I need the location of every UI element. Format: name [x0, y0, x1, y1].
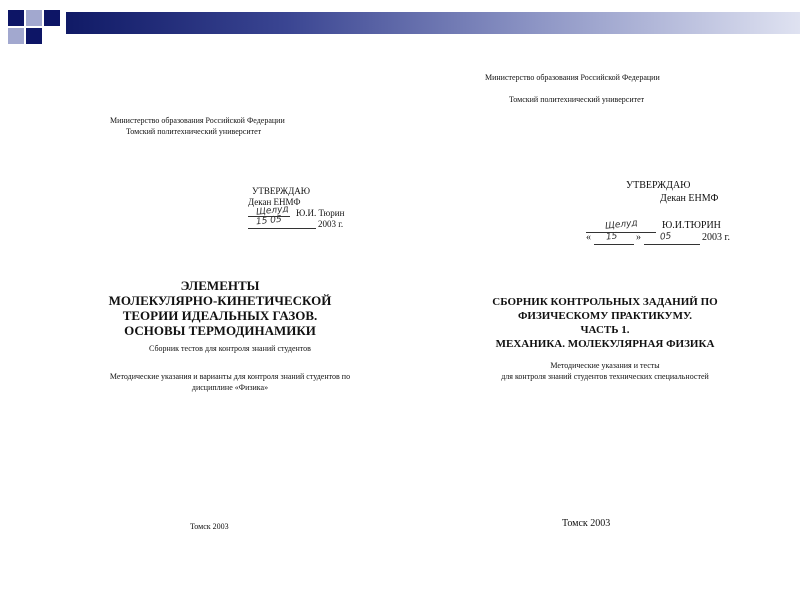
- document-title-line-4: ОСНОВЫ ТЕРМОДИНАМИКИ: [124, 323, 316, 338]
- date-day-line: [594, 244, 634, 245]
- approve-label: УТВЕРЖДАЮ: [626, 180, 691, 191]
- approval-year: 2003 г.: [702, 232, 730, 243]
- dean-signature: Щелуд: [255, 204, 290, 218]
- dean-title: Декан ЕНМФ: [660, 193, 719, 204]
- city-year: Томск 2003: [190, 522, 229, 531]
- decor-square-5: [26, 28, 42, 44]
- document-title-line-3: ЧАСТЬ 1.: [580, 324, 630, 336]
- document-title-line-2: ФИЗИЧЕСКОМУ ПРАКТИКУМУ.: [517, 310, 693, 322]
- description-line-1: Методические указания и варианты для контроля знаний студентов по: [109, 372, 351, 381]
- description-line-2: для контроля знаний студентов технических специальностей: [501, 372, 709, 381]
- dean-name: Ю.И.ТЮРИН: [662, 220, 721, 231]
- date-month: 05: [659, 231, 672, 243]
- right-document-page: [440, 60, 770, 600]
- decor-square-4: [8, 28, 24, 44]
- document-subtitle: Сборник тестов для контроля знаний студентов: [149, 344, 311, 353]
- university-label: Томский политехнический университет: [509, 95, 645, 104]
- date-handwritten: 15 05: [255, 214, 283, 228]
- left-document-page: [60, 60, 380, 600]
- decor-square-1: [8, 10, 24, 26]
- date-open-quote: «: [586, 232, 591, 243]
- city-year: Томск 2003: [562, 518, 611, 529]
- decor-square-3: [44, 10, 60, 26]
- decor-square-2: [26, 10, 42, 26]
- document-title-line-3: ТЕОРИИ ИДЕАЛЬНЫХ ГАЗОВ.: [122, 308, 318, 323]
- dean-title: Декан ЕНМФ: [248, 197, 301, 207]
- ministry-label: Министерство образования Российской Федерации: [485, 73, 660, 82]
- date-day: 15: [605, 231, 618, 243]
- approve-label: УТВЕРЖДАЮ: [252, 186, 311, 196]
- signature-line: [586, 232, 656, 233]
- document-title-line-1: СБОРНИК КОНТРОЛЬНЫХ ЗАДАНИЙ ПО: [492, 296, 718, 308]
- dean-name: Ю.И. Тюрин: [296, 208, 345, 218]
- document-title-line-2: МОЛЕКУЛЯРНО-КИНЕТИЧЕСКОЙ: [108, 293, 332, 308]
- description-line-1: Методические указания и тесты: [550, 361, 660, 370]
- dean-signature: Щелуд: [604, 218, 639, 232]
- description-line-2: дисциплине «Физика»: [191, 383, 269, 392]
- title-gradient-bar: [66, 12, 800, 34]
- ministry-label: Министерство образования Российской Федерации: [110, 116, 285, 125]
- document-title-line-1: ЭЛЕМЕНТЫ: [180, 278, 260, 293]
- approval-year: 2003 г.: [318, 219, 344, 229]
- document-title-line-4: МЕХАНИКА. МОЛЕКУЛЯРНАЯ ФИЗИКА: [495, 338, 715, 350]
- date-line: [248, 228, 316, 229]
- university-label: Томский политехнический университет: [126, 127, 262, 136]
- date-month-line: [644, 244, 700, 245]
- date-close-quote: »: [636, 232, 641, 243]
